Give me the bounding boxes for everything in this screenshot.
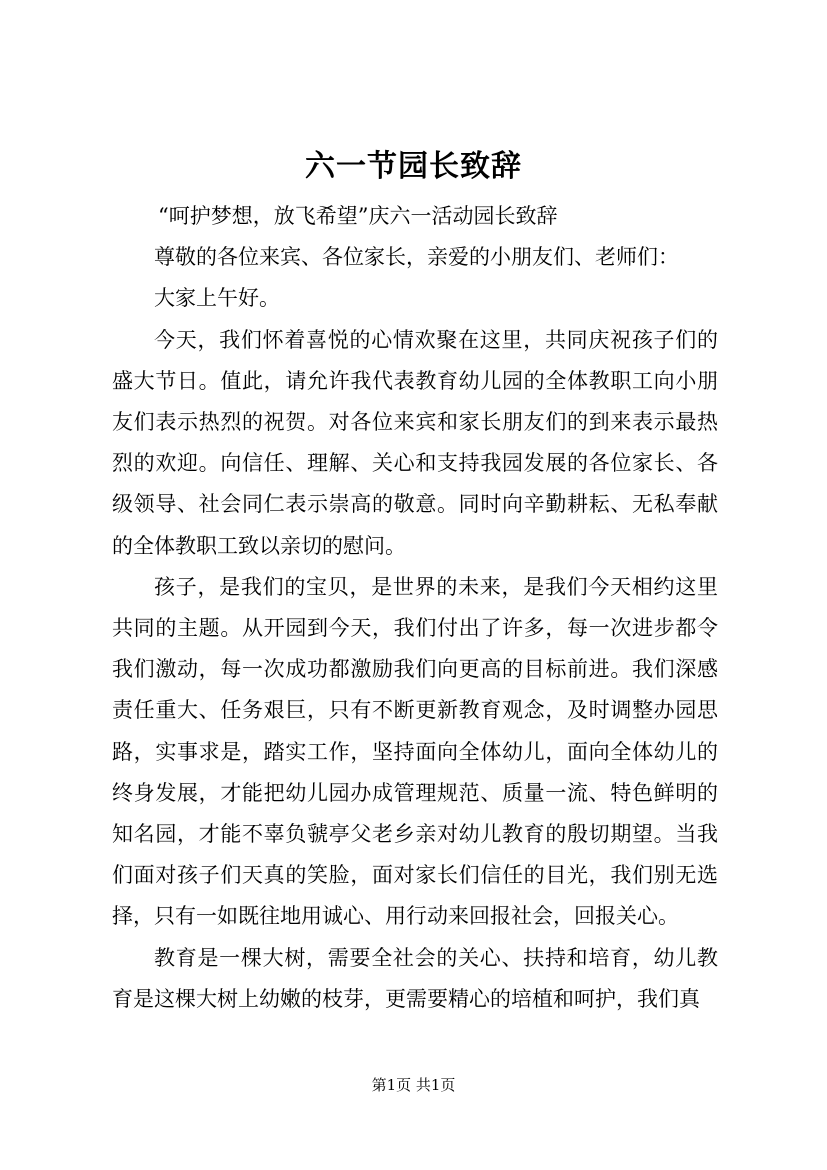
page-number-footer: 第1页 共1页: [371, 1076, 456, 1094]
document-body: [112, 196, 718, 1020]
greeting-paragraph: 大家上午好。: [154, 286, 280, 311]
body-paragraph: 教育是一棵大树，需要全社会的关心、扶持和培育，幼儿教育是这棵大树上幼嫩的枝芽，更需要精心的培植和呵护，我们真: [112, 945, 718, 1011]
document-title: 六一节园长致辞: [305, 149, 522, 184]
salutation-paragraph: 尊敬的各位来宾、各位家长，亲爱的小朋友们、老师们：: [154, 245, 679, 270]
body-paragraph: 孩子，是我们的宝贝，是世界的未来，是我们今天相约这里共同的主题。从开园到今天，我们付出了许多，每一次进步都令我们激动，每一次成功都激励我们向更高的目标前进。我们深感责任重大、任务艰巨，只有不断更新教育观念，及时调整办园思路，实事求是，踏实工作，坚持面向全体幼儿，面向全体幼儿的终身发展，才能把幼儿园办成管理规范、质量一流、特色鲜明的知名园，才能不辜负虢亭父老乡亲对幼儿教育的殷切期望。当我们面对孩子们天真的笑脸，面对家长们信任的目光，我们别无选择，只有一如既往地用诚心、用行动来回报社会，回报关心。: [112, 574, 718, 929]
document-subtitle: “呵护梦想，放飞希望”庆六一活动园长致辞: [158, 204, 558, 228]
body-paragraph: 今天，我们怀着喜悦的心情欢聚在这里，共同庆祝孩子们的盛大节日。值此，请允许我代表教育幼儿园的全体教职工向小朋友们表示热烈的祝贺。对各位来宾和家长朋友们的到来表示最热烈的欢迎。向信任、理解、关心和支持我园发展的各位家长、各级领导、社会同仁表示崇高的敬意。同时向辛勤耕耘、无私奉献的全体教职工致以亲切的慰问。: [112, 327, 718, 558]
